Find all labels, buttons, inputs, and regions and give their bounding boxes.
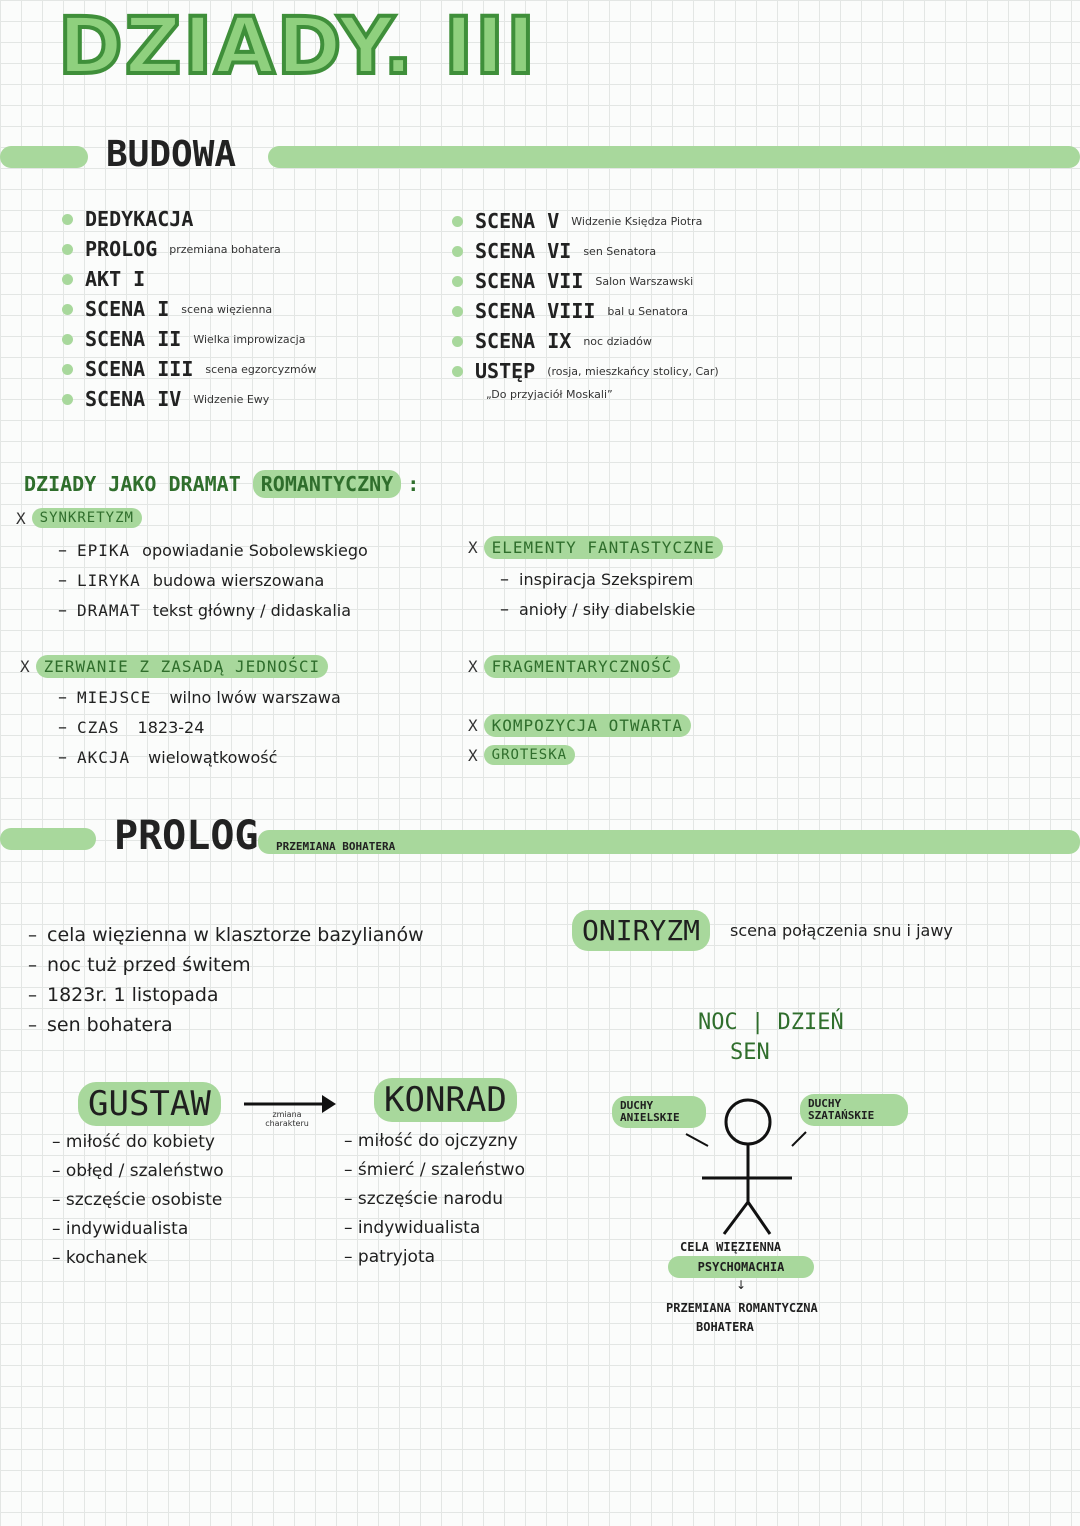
- cela-label: CELA WIĘZIENNA: [680, 1240, 782, 1254]
- list-item: SCENA VIII bal u Senatora: [452, 296, 872, 326]
- list-item: SCENA IX noc dziadów: [452, 326, 872, 356]
- section-bar-right: [268, 146, 1080, 168]
- konrad-traits: [344, 1127, 525, 1272]
- groteska-item: X GROTESKA: [468, 745, 575, 765]
- bullet-icon: [62, 244, 73, 255]
- list-item: – miłość do ojczyzny: [344, 1131, 518, 1151]
- bullet-icon: [452, 336, 463, 347]
- list-item: – EPIKA opowiadanie Sobolewskiego: [58, 539, 368, 561]
- bullet-icon: [62, 214, 73, 225]
- prolog-list: [28, 920, 424, 1040]
- x-mark: X: [468, 716, 478, 735]
- list-item: – cela więzienna w klasztorze bazylianów: [28, 924, 424, 946]
- duchy-anielskie-badge: DUCHY ANIELSKIE: [612, 1096, 706, 1128]
- list-item: DEDYKACJA: [62, 204, 442, 234]
- list-item: – LIRYKA budowa wierszowana: [58, 569, 325, 591]
- gustaw-traits: [52, 1128, 224, 1273]
- synkretyzm-list: [58, 535, 368, 625]
- list-item: – inspiracja Szekspirem: [500, 568, 694, 590]
- bullet-icon: [62, 304, 73, 315]
- fantastyczne-list: [500, 564, 695, 624]
- list-item: SCENA II Wielka improwizacja: [62, 324, 442, 354]
- bullet-icon: [452, 306, 463, 317]
- bullet-icon: [452, 276, 463, 287]
- budowa-right-list: [452, 206, 872, 401]
- bullet-icon: [62, 334, 73, 345]
- arrow-label: zmiana charakteru: [265, 1110, 309, 1128]
- list-item: – śmierć / szaleństwo: [344, 1160, 525, 1180]
- ustep-extra-note: „Do przyjaciół Moskali”: [486, 388, 613, 401]
- list-item: – indywidualista: [52, 1219, 189, 1239]
- kompozycja-item: X KOMPOZYCJA OTWARTA: [468, 714, 691, 737]
- list-item: – miłość do kobiety: [52, 1132, 215, 1152]
- prolog-bar-left: [0, 828, 96, 850]
- list-item: – anioły / siły diabelskie: [500, 598, 696, 620]
- list-item: – obłęd / szaleństwo: [52, 1161, 224, 1181]
- bullet-icon: [62, 274, 73, 285]
- synkretyzm-heading: X SYNKRETYZM: [16, 508, 142, 528]
- romantic-heading-highlight: ROMANTYCZNY: [253, 470, 401, 498]
- list-item: – szczęście narodu: [344, 1189, 503, 1209]
- x-mark: X: [16, 508, 26, 528]
- budowa-left-list: [62, 204, 442, 414]
- list-item: SCENA V Widzenie Księdza Piotra: [452, 206, 872, 236]
- fragmentarycznosc-item: X FRAGMENTARYCZNOŚĆ: [468, 655, 680, 678]
- list-item: – DRAMAT tekst główny / didaskalia: [58, 599, 352, 621]
- prolog-subheading: PRZEMIANA BOHATERA: [276, 840, 396, 853]
- list-item: – sen bohatera: [28, 1014, 173, 1036]
- section-bar-left: [0, 146, 88, 168]
- bullet-icon: [62, 364, 73, 375]
- bullet-icon: [452, 216, 463, 227]
- list-item: – szczęście osobiste: [52, 1190, 223, 1210]
- budowa-heading: BUDOWA: [106, 134, 237, 175]
- bullet-icon: [452, 366, 463, 377]
- list-item: – CZAS 1823-24: [58, 716, 205, 738]
- list-item: SCENA IV Widzenie Ewy: [62, 384, 442, 414]
- page-title: DZIADY. III: [58, 2, 538, 92]
- list-item: SCENA I scena więzienna: [62, 294, 442, 324]
- list-item: PROLOG przemiana bohatera: [62, 234, 442, 264]
- list-item: AKT I: [62, 264, 442, 294]
- list-item: – kochanek: [52, 1248, 148, 1268]
- list-item: – noc tuż przed świtem: [28, 954, 251, 976]
- x-mark: X: [468, 657, 478, 676]
- stick-figure-icon: [680, 1094, 820, 1244]
- fantastyczne-heading: X ELEMENTY FANTASTYCZNE: [468, 536, 723, 559]
- list-item: SCENA III scena egzorcyzmów: [62, 354, 442, 384]
- diagram-sen: SEN: [730, 1040, 770, 1065]
- konrad-name: KONRAD: [374, 1078, 517, 1122]
- list-item: – indywidualista: [344, 1218, 481, 1238]
- oniryzm-block: [572, 910, 953, 951]
- x-mark: X: [20, 657, 30, 676]
- result-line-1: PRZEMIANA ROMANTYCZNA: [666, 1301, 818, 1315]
- bullet-icon: [452, 246, 463, 257]
- romantic-heading: DZIADY JAKO DRAMAT ROMANTYCZNY :: [24, 472, 420, 496]
- oniryzm-desc: scena połączenia snu i jawy: [730, 921, 953, 940]
- diagram-noc-dzien: NOC | DZIEŃ: [698, 1010, 844, 1035]
- list-item: – MIEJSCE wilno lwów warszawa: [58, 686, 341, 708]
- gustaw-name: GUSTAW: [78, 1082, 221, 1126]
- bullet-icon: [62, 394, 73, 405]
- zerwanie-heading: X ZERWANIE Z ZASADĄ JEDNOŚCI: [20, 655, 328, 678]
- x-mark: X: [468, 538, 478, 557]
- prolog-heading: PROLOG: [114, 813, 259, 859]
- zerwanie-list: [58, 682, 341, 772]
- x-mark: X: [468, 745, 478, 765]
- list-item: – AKCJA wielowątkowość: [58, 746, 278, 768]
- list-item: USTĘP (rosja, mieszkańcy stolicy, Car): [452, 356, 872, 386]
- result-line-2: BOHATERA: [696, 1320, 754, 1334]
- list-item: SCENA VI sen Senatora: [452, 236, 872, 266]
- duchy-szatanskie-badge: DUCHY SZATAŃSKIE: [800, 1094, 908, 1126]
- oniryzm-label: ONIRYZM: [572, 910, 710, 951]
- list-item: SCENA VII Salon Warszawski: [452, 266, 872, 296]
- list-item: – 1823r. 1 listopada: [28, 984, 219, 1006]
- down-arrow-icon: ↓: [736, 1278, 747, 1292]
- list-item: – patryjota: [344, 1247, 436, 1267]
- psychomachia-badge: PSYCHOMACHIA: [668, 1256, 814, 1278]
